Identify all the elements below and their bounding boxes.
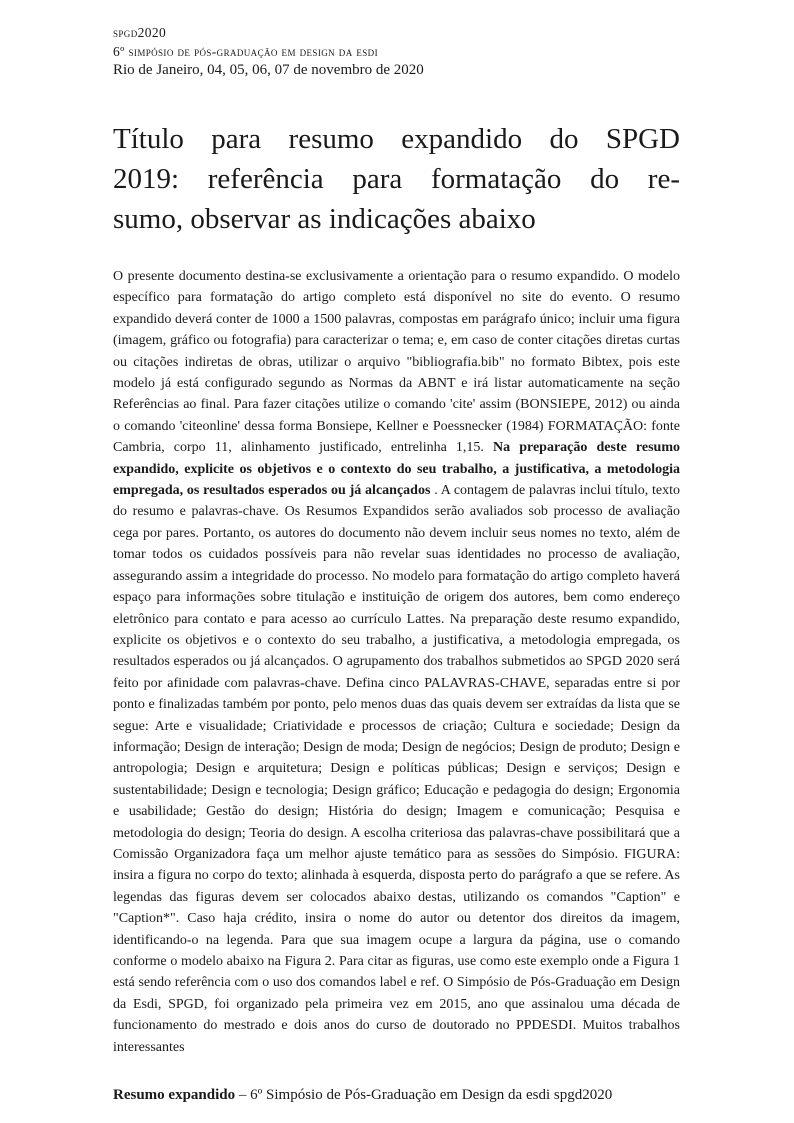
page-footer <box>113 1086 680 1105</box>
footer-label: Resumo expandido <box>113 1087 236 1103</box>
document-header <box>113 23 680 80</box>
title-line-1: Título para resumo expandido do SPGD <box>113 123 680 155</box>
header-event-date: Rio de Janeiro, 04, 05, 06, 07 de novembro de 2020 <box>113 62 424 78</box>
header-event-code: spgd2020 <box>113 25 167 40</box>
document-title <box>113 119 680 239</box>
title-line-2: 2019: referência para formatação do re- <box>113 163 680 195</box>
title-line-3: sumo, observar as indicações abaixo <box>113 203 536 235</box>
body-text-lead: O presente documento destina-se exclusivamente a orientação para o resumo expandido. O modelo específico para formatação do artigo completo está disponível no site do evento. O resumo expandido deverá conter de 1000 a 1500 palavras, compostas em parágrafo único; incluir uma figura (imagem, gráfico ou fotografia) para caracterizar o tema; e, em caso de conter citações diretas curtas ou citações indiretas de obras, utilizar o arquivo "bibliografia.bib" no formato Bibtex, pois este modelo já está configurado segundo as Normas da ABNT e irá listar automaticamente na seção Referências ao final. Para fazer citações utilize o comando 'cite' assim (BONSIEPE, 2012) ou ainda o comando 'citeonline' dessa forma Bonsiepe, Kellner e Poessnecker (1984) FORMATAÇÃO: fonte Cambria, corpo 11, alinhamento justificado, entrelinha 1,15. <box>113 269 680 456</box>
footer-text: – 6º Simpósio de Pós-Graduação em Design da esdi spgd2020 <box>235 1087 613 1103</box>
body-paragraph <box>113 266 680 1058</box>
header-event-name: 6º simpósio de pós-graduação em design da esdi <box>113 44 378 59</box>
body-text-rest: . A contagem de palavras inclui título, texto do resumo e palavras-chave. Os Resumos Expandidos serão avaliados sob processo de avaliação cega por pares. Portanto, os autores do documento não devem incluir seus nomes no texto, além de tomar todos os cuidados possíveis para não revelar suas identidades no processo de avaliação, assegurando assim a integridade do processo. No modelo para formatação do artigo completo haverá espaço para informações sobre titulação e instituição de origem dos autores, bem como endereço eletrônico para contato e para acesso ao currículo Lattes. Na preparação deste resumo expandido, explicite os objetivos e o contexto do seu trabalho, a justificativa, a metodologia empregada, os resultados esperados ou já alcançados. O agrupamento dos trabalhos submetidos ao SPGD 2020 será feito por afinidade com palavras-chave. Defina cinco PALAVRAS-CHAVE, separadas entre si por ponto e finalizadas também por ponto, pelo menos duas das quais devem ser extraídas da lista que se segue: Arte e visualidade; Criatividade e processos de criação; Cultura e sociedade; Design da informação; Design de interação; Design de moda; Design de negócios; Design de produto; Design e antropologia; Design e arquitetura; Design e políticas públicas; Design e serviços; Design e sustentabilidade; Design e tecnologia; Design gráfico; Educação e pedagogia do design; Ergonomia e usabilidade; Gestão do design; História do design; Imagem e comunicação; Pesquisa e metodologia do design; Teoria do design. A escolha criteriosa das palavras-chave possibilitará que a Comissão Organizadora faça um melhor ajuste temático para as sessões do Simpósio. FIGURA: insira a figura no corpo do texto; alinhada à esquerda, disposta perto do parágrafo a que se refere. As legendas das figuras devem ser colocados abaixo destas, utilizando os comandos "Caption" e "Caption*". Caso haja crédito, insira o nome do autor ou detentor dos direitos da imagem, identificando-o na legenda. Para que sua imagem ocupe a largura da página, use o comando conforme o modelo abaixo na Figura 2. Para citar as figuras, use como este exemplo onde a Figura 1 está sendo referência com o uso dos comandos label e ref. O Simpósio de Pós-Graduação em Design da Esdi, SPGD, foi organizado pela primeira vez em 2015, ano que assinalou uma década de funcionamento do mestrado e dois anos do curso de doutorado no PPDESDI. Muitos trabalhos interessantes <box>113 483 681 1055</box>
body-text-bold: Na preparação deste resumo expandido, explicite os objetivos e o contexto do seu trabalho, a justificativa, a metodologia empregada, os resultados esperados ou já alcançados <box>113 440 680 499</box>
